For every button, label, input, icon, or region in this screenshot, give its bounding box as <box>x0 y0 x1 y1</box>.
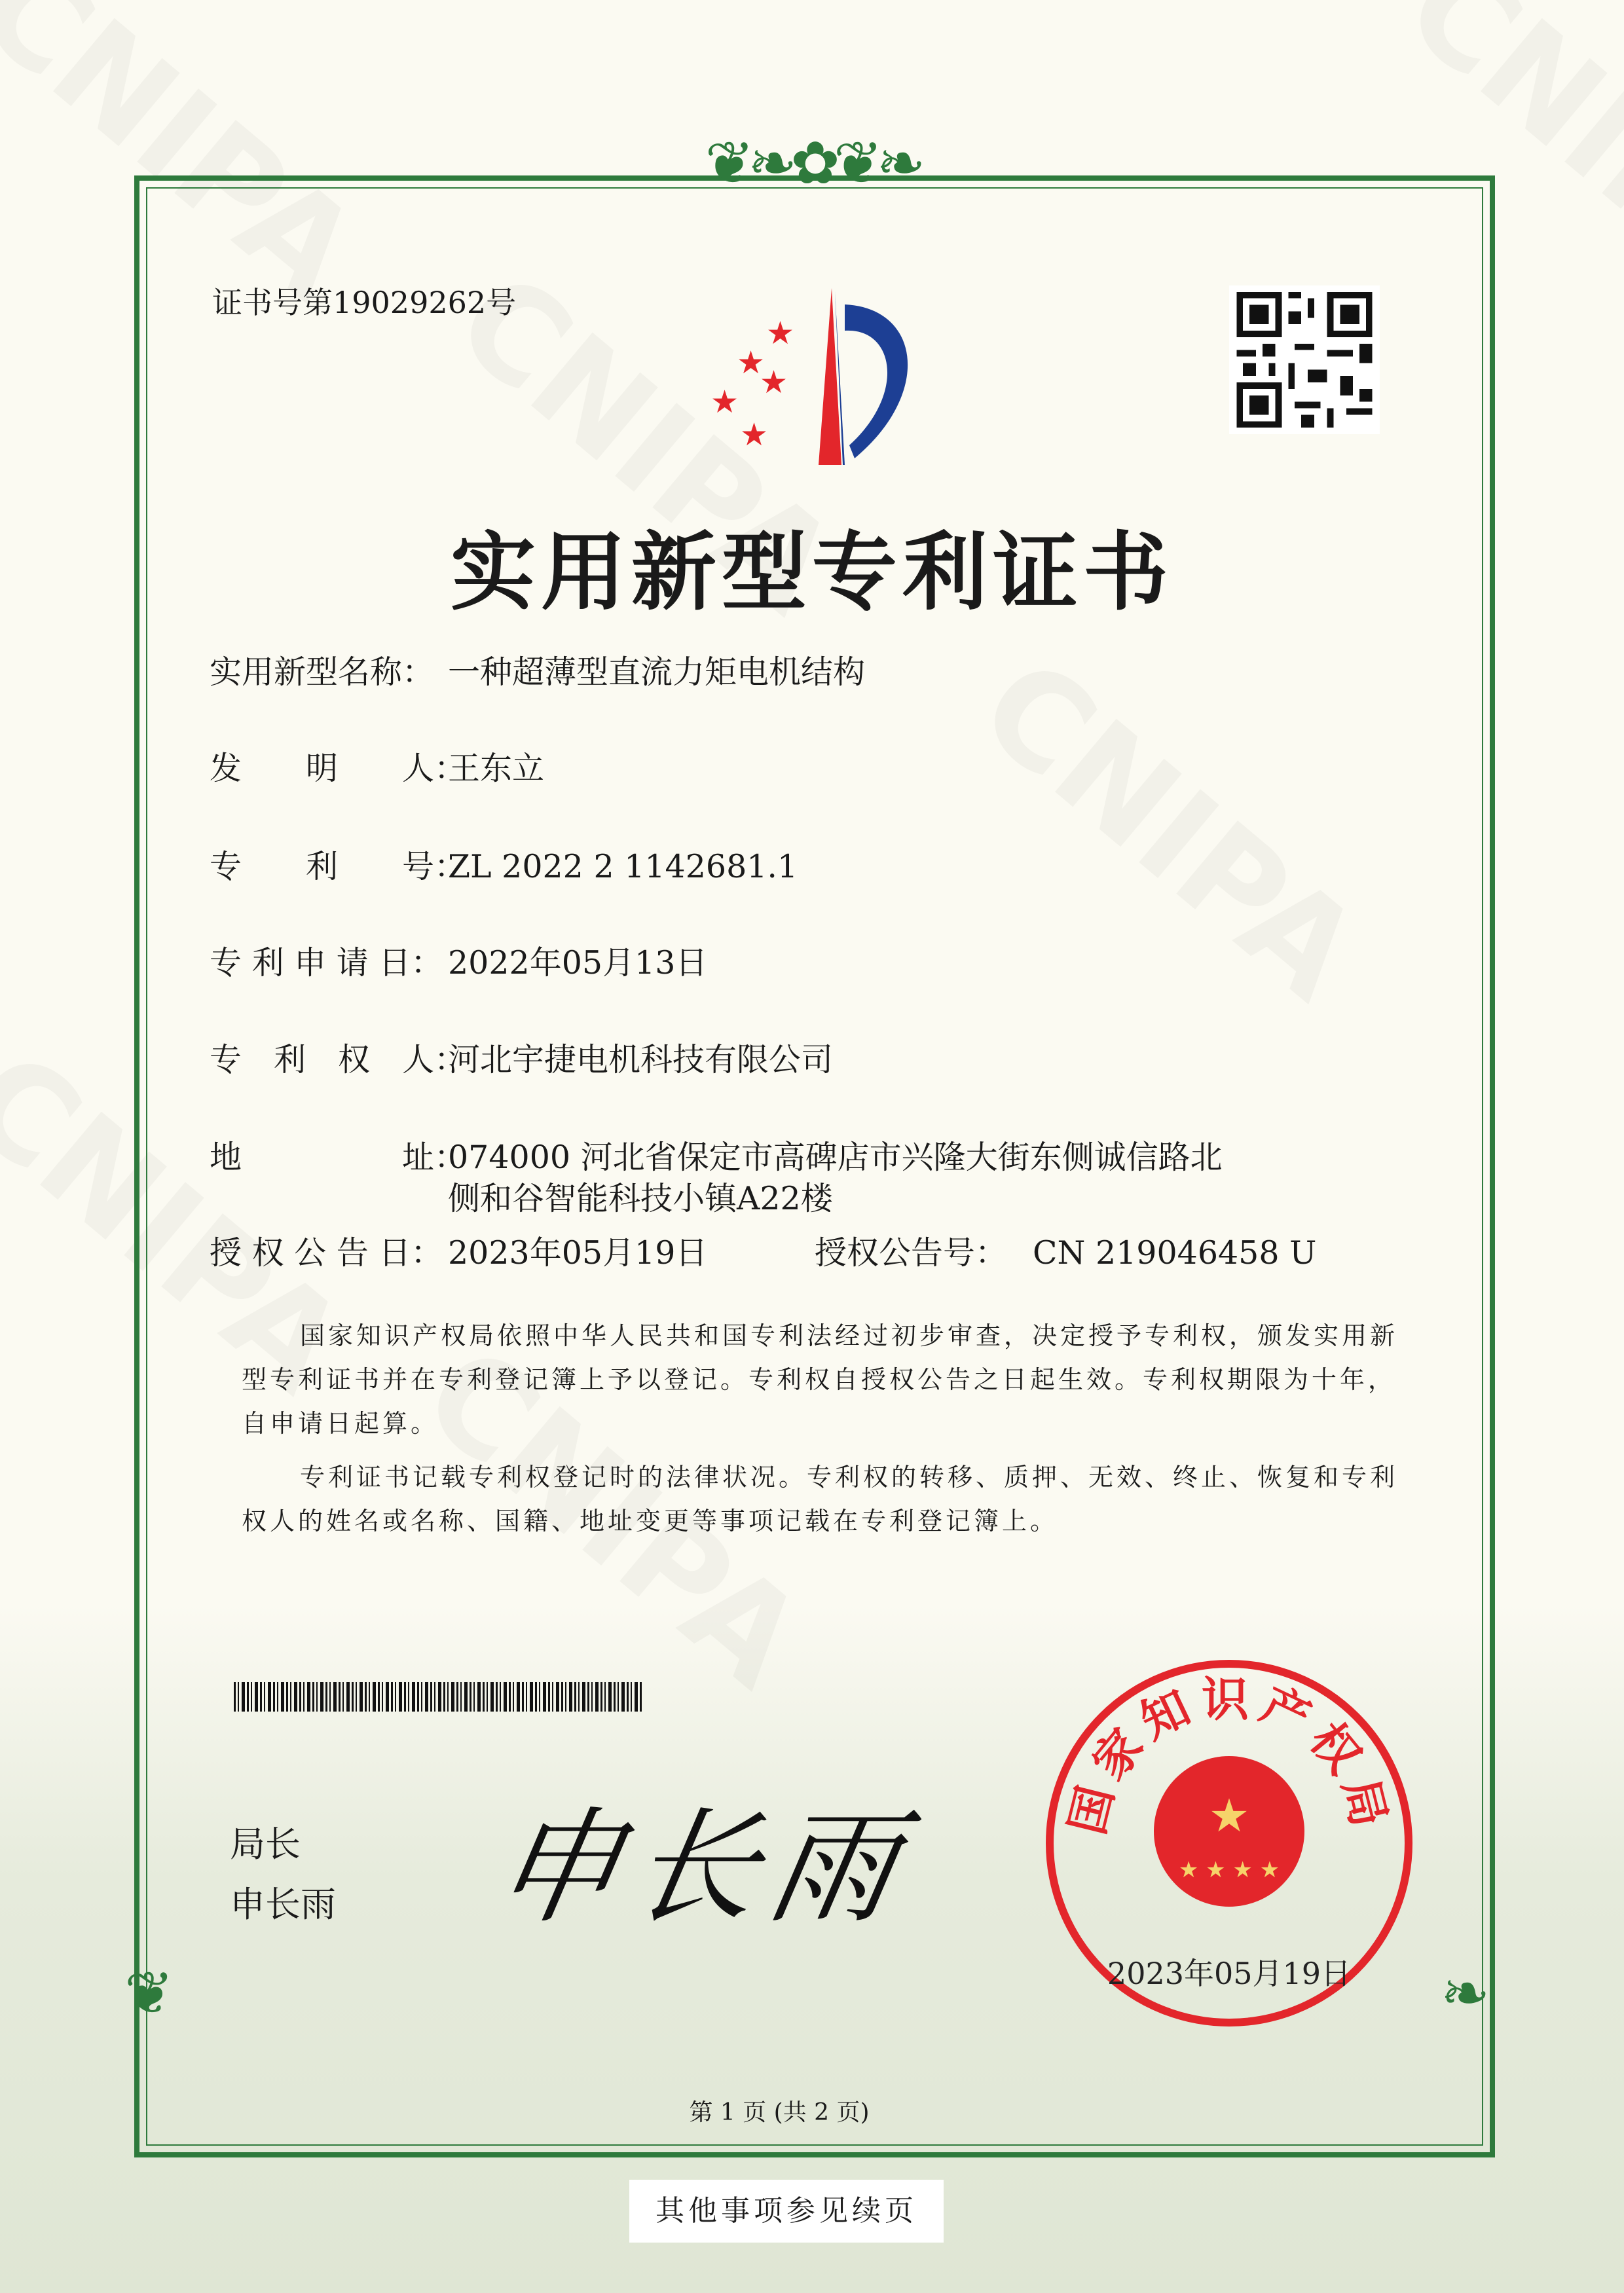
page-title: 实用新型专利证书 <box>450 523 1173 622</box>
field-label-pub-no: 授权公告号： <box>815 1234 1008 1272</box>
signatory-title: 局长 <box>230 1824 301 1865</box>
page-number: 第 1 页 (共 2 页) <box>689 2099 870 2126</box>
field-value-grant-date: 2023年05月19日 <box>448 1234 708 1272</box>
svg-text:★: ★ <box>1208 1789 1250 1843</box>
ornament-bottom-left: ❦ <box>124 1959 174 2028</box>
field-value-name: 一种超薄型直流力矩电机结构 <box>448 653 866 691</box>
field-label-patent-no: 专 利 号： <box>210 848 467 885</box>
svg-text:★: ★ <box>766 315 795 352</box>
ornament-bottom-right: ❧ <box>1441 1959 1490 2028</box>
seal-text: 国家知识产权局 <box>1059 1672 1399 1840</box>
svg-text:★: ★ <box>760 364 788 401</box>
field-value-filing-date: 2022年05月13日 <box>448 944 708 981</box>
svg-text:★ ★ ★ ★: ★ ★ ★ ★ <box>1178 1857 1280 1883</box>
field-label-name: 实用新型名称： <box>210 653 435 691</box>
field-value-address-line2: 侧和谷智能科技小镇A22楼 <box>448 1180 833 1217</box>
certificate-statement <box>242 1314 1420 1553</box>
svg-text:★: ★ <box>737 344 766 381</box>
signature: 申长雨 <box>483 1795 921 1940</box>
field-value-address: 074000 河北省保定市高碑店市兴隆大街东侧诚信路北 <box>448 1139 1223 1176</box>
continuation-note: 其他事项参见续页 <box>655 2193 917 2228</box>
field-label-inventor: 发 明 人： <box>210 750 467 787</box>
field-label-patentee: 专 利 权 人： <box>210 1041 467 1078</box>
field-value-pub-no: CN 219046458 U <box>1033 1234 1317 1272</box>
official-seal <box>1046 1660 1412 2027</box>
paragraph: 国家知识产权局依照中华人民共和国专利法经过初步审查，决定授予专利权，颁发实用新型专利证书并在专利登记簿上予以登记。专利权自授权公告之日起生效。专利权期限为十年，自申请日起算。 <box>242 1321 1399 1438</box>
paragraph: 专利证书记载专利权登记时的法律状况。专利权的转移、质押、无效、终止、恢复和专利权人的姓名或名称、国籍、地址变更等事项记载在专利登记簿上。 <box>242 1463 1399 1535</box>
seal-date: 2023年05月19日 <box>1107 1956 1352 1991</box>
barcode <box>234 1682 644 1712</box>
certificate-number: 证书号第19029262号 <box>212 285 517 320</box>
field-value-inventor: 王东立 <box>448 750 545 787</box>
field-label-filing-date: 专 利 申 请 日： <box>210 944 443 981</box>
cnipa-logo <box>697 282 933 471</box>
svg-text:★: ★ <box>710 384 739 420</box>
field-label-grant-date: 授 权 公 告 日： <box>210 1234 443 1272</box>
signatory-name: 申长雨 <box>230 1884 336 1925</box>
qr-code <box>1229 285 1380 434</box>
svg-text:★: ★ <box>740 416 769 453</box>
field-label-address: 地 址： <box>210 1139 467 1176</box>
ornament-top: ❦❧✿❦❧ <box>705 129 919 198</box>
field-value-patent-no: ZL 2022 2 1142681.1 <box>448 848 798 885</box>
field-value-patentee: 河北宇捷电机科技有限公司 <box>448 1041 834 1078</box>
